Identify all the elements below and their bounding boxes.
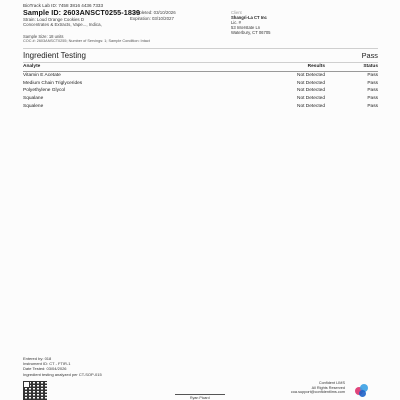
analyte-status: Pass [367,80,378,86]
analyte-status: Pass [367,72,378,78]
analyte-name: Polyethylene Glycol [23,88,66,94]
support-email[interactable]: coa.support@confidentlims.com [290,390,345,395]
header-status: Status [363,64,378,69]
analyte-status: Pass [367,103,378,109]
instrument-id: Instrument ID: CT - FTIR-1 [23,361,71,367]
analyte-result: Not Detected [297,103,325,109]
date-tested: Date Tested: 03/04/2026 [23,366,67,372]
client-license: Lic. # [231,20,242,25]
signer-name: Ryan Picard [190,396,210,400]
sample-size: Sample Size: 18 units [23,34,64,39]
header-analyte: Analyte [23,64,41,69]
analyte-result: Not Detected [297,80,325,86]
client-block [231,10,271,35]
analyte-name: Squalene [23,103,44,109]
analyte-status: Pass [367,88,378,94]
client-address-1: 53 Interstate Ln [231,25,261,30]
client-address-2: Waterbury, CT 06705 [231,30,271,35]
section-status: Pass [361,51,378,60]
analyte-result: Not Detected [297,88,325,94]
table-row [23,103,378,111]
dates-block [130,10,176,22]
analyte-name: Squalane [23,96,44,102]
method-note: Ingredient testing analyzed per CT-SOP-015 [23,371,102,377]
strain: Strain: Loud Orange Cookies D [23,16,85,22]
signature-line [175,394,225,395]
table-row [23,88,378,96]
header-results: Results [307,64,325,69]
section-header [23,48,378,63]
biotrack-id: BioTrack Lab ID: 7458 3816 4436 7333 [23,3,104,8]
client-name: Shangri-La CT Inc [231,15,267,20]
analyte-name: Vitamin E Acetate [23,72,61,78]
entered-by: Entered by: 018 [23,356,52,361]
analyte-name: Medium Chain Triglycerides [23,80,83,86]
qr-code-icon[interactable] [23,381,47,400]
analyte-result: Not Detected [297,96,325,102]
analyte-status: Pass [367,96,378,102]
lims-name: Confident LIMS [318,381,345,385]
sample-id: Sample ID: 2603ANSCT0255-1839 [23,8,141,17]
footer-meta [23,356,102,377]
table-row [23,72,378,80]
section-title: Ingredient Testing [23,51,87,60]
client-label: Client [231,10,242,15]
confident-logo-icon [355,384,369,398]
expiration-date: Expiration: 03/10/2027 [130,15,174,21]
table-row [23,80,378,88]
table-header [23,64,378,72]
coc-line: COC #: 2603ANSCT0255; Number of Servings: 1; Sample Condition: Intact [23,39,150,43]
rights-text: All Rights Reserved [311,385,345,390]
analyte-result: Not Detected [297,72,325,78]
table-row [23,95,378,103]
logo-dot-darkblue [359,390,366,397]
results-table [23,72,378,111]
sample-category: Concentrates & Extracts, Vape..., Indica, [23,21,102,27]
completed-date: Completed: 03/10/2026 [130,9,176,15]
lims-info [290,381,345,395]
